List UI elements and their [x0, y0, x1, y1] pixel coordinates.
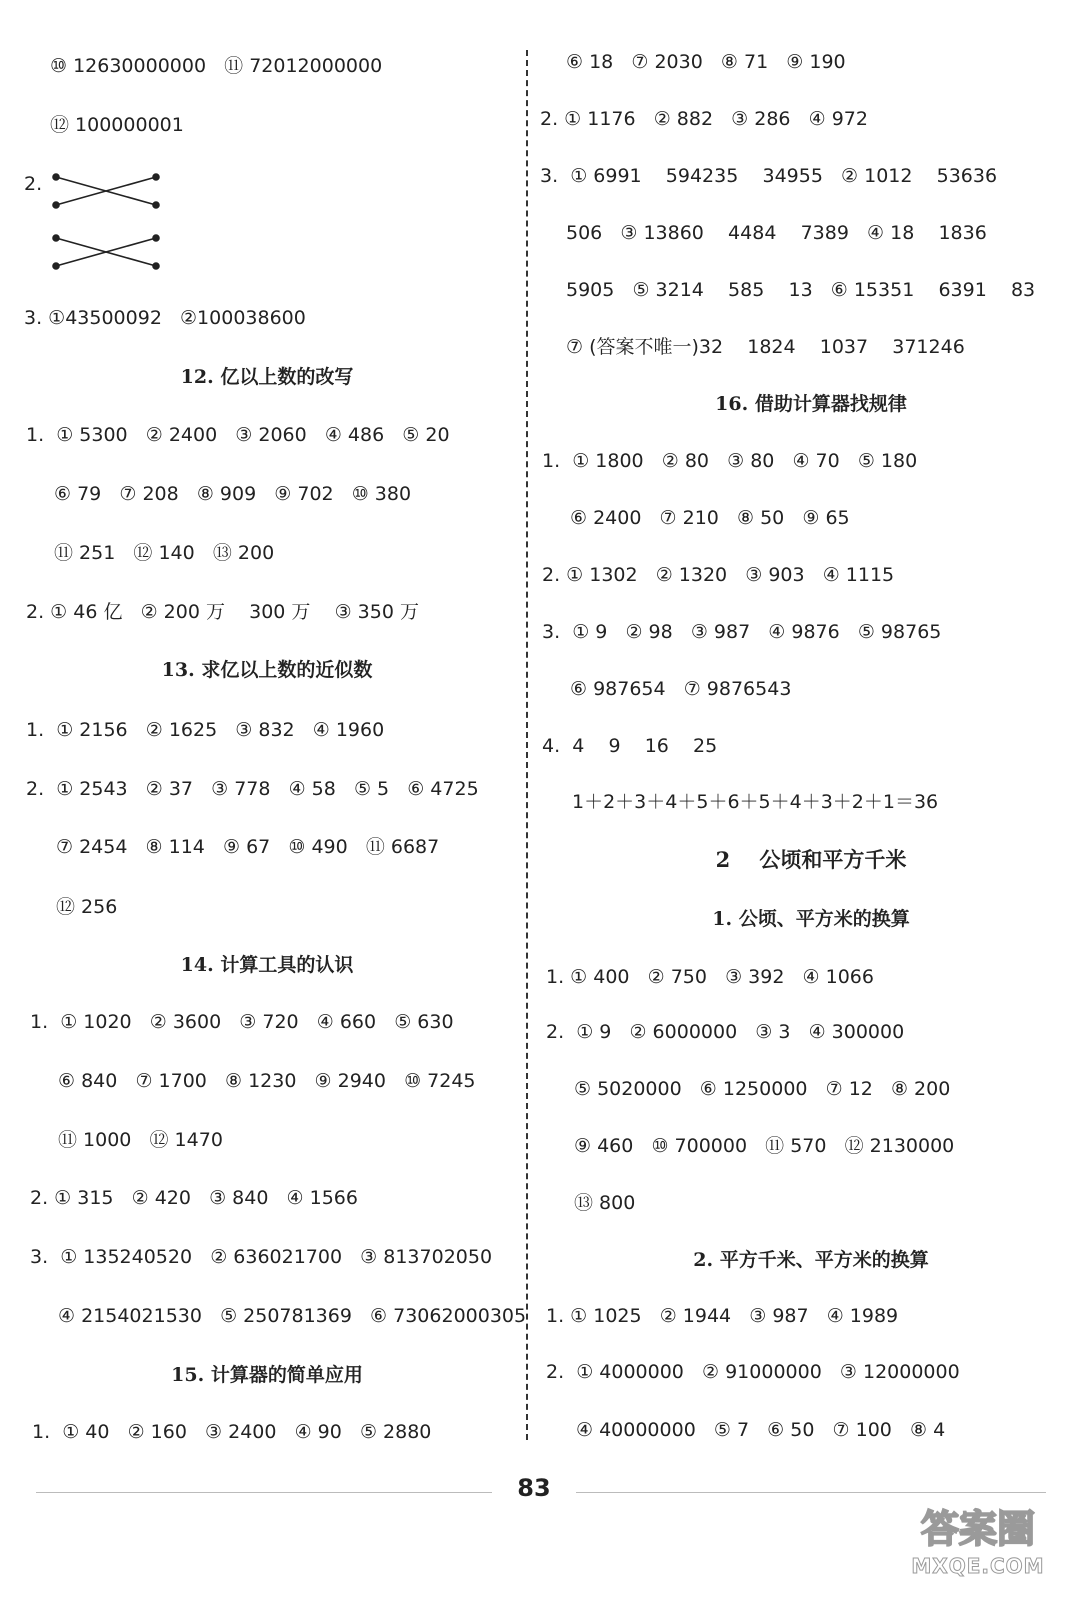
section-heading-b2: 2. 平方千米、平方米的换算 [693, 1249, 929, 1271]
section-heading-14: 14. 计算工具的认识 [180, 954, 354, 976]
answer-line: 1. ① 1020 ② 3600 ③ 720 ④ 660 ⑤ 630 [30, 1011, 454, 1033]
matching-lines-diagram [44, 170, 174, 280]
answer-line: 2. ① 315 ② 420 ③ 840 ④ 1566 [30, 1187, 358, 1209]
answer-line: 1. ① 2156 ② 1625 ③ 832 ④ 1960 [26, 719, 385, 741]
watermark-url: MXQE.COM [911, 1554, 1045, 1578]
answer-line: 2. ① 1302 ② 1320 ③ 903 ④ 1115 [542, 564, 895, 586]
answer-line: 1. ① 1800 ② 80 ③ 80 ④ 70 ⑤ 180 [542, 450, 918, 472]
section-heading-b1: 1. 公顷、平方米的换算 [712, 908, 910, 930]
answer-line: ⑬ 800 [574, 1192, 636, 1214]
answer-line: 3. ① 9 ② 98 ③ 987 ④ 9876 ⑤ 98765 [542, 621, 942, 643]
answer-line: ⑤ 5020000 ⑥ 1250000 ⑦ 12 ⑧ 200 [574, 1078, 951, 1100]
answer-line: ④ 40000000 ⑤ 7 ⑥ 50 ⑦ 100 ⑧ 4 [576, 1419, 946, 1441]
answer-line: 4. 4 9 16 25 [542, 735, 718, 757]
section-heading-12: 12. 亿以上数的改写 [180, 366, 354, 388]
unit-heading: 2 公顷和平方千米 [715, 847, 907, 872]
answer-line: 506 ③ 13860 4484 7389 ④ 18 1836 [566, 222, 987, 244]
answer-line: ⑩ 12630000000 ⑪ 72012000000 [50, 55, 383, 77]
answer-line: 2. ① 4000000 ② 91000000 ③ 12000000 [546, 1361, 960, 1383]
answer-line: 5905 ⑤ 3214 585 13 ⑥ 15351 6391 83 [566, 279, 1036, 301]
answer-label: 2. [24, 173, 43, 195]
answer-line: 1. ① 40 ② 160 ③ 2400 ④ 90 ⑤ 2880 [32, 1421, 432, 1443]
watermark-text: 答案圈 [920, 1507, 1035, 1551]
answer-line: 2. ① 46 亿 ② 200 万 300 万 ③ 350 万 [26, 601, 419, 623]
answer-line: ⑨ 460 ⑩ 700000 ⑪ 570 ⑫ 2130000 [574, 1135, 955, 1157]
answer-line: 3. ①43500092 ②100038600 [24, 307, 306, 329]
answer-line: ⑦ 2454 ⑧ 114 ⑨ 67 ⑩ 490 ⑪ 6687 [56, 836, 440, 858]
watermark-logo [893, 1506, 1063, 1586]
answer-line: ⑦ (答案不唯一)32 1824 1037 371246 [566, 336, 965, 358]
answer-line: 1. ① 400 ② 750 ③ 392 ④ 1066 [546, 966, 874, 988]
answer-line: 1. ① 5300 ② 2400 ③ 2060 ④ 486 ⑤ 20 [26, 424, 450, 446]
answer-line: ④ 2154021530 ⑤ 250781369 ⑥ 73062000305 [58, 1305, 527, 1327]
answer-line: ⑥ 840 ⑦ 1700 ⑧ 1230 ⑨ 2940 ⑩ 7245 [58, 1070, 476, 1092]
answer-line: 1. ① 1025 ② 1944 ③ 987 ④ 1989 [546, 1305, 899, 1327]
section-heading-13: 13. 求亿以上数的近似数 [161, 659, 373, 681]
answer-line: 2. ① 1176 ② 882 ③ 286 ④ 972 [540, 108, 868, 130]
answer-line: ⑥ 2400 ⑦ 210 ⑧ 50 ⑨ 65 [570, 507, 850, 529]
answer-line: ⑪ 1000 ⑫ 1470 [58, 1129, 223, 1151]
answer-line: ⑫ 256 [56, 896, 118, 918]
answer-line: ⑥ 987654 ⑦ 9876543 [570, 678, 792, 700]
answer-line: 2. ① 9 ② 6000000 ③ 3 ④ 300000 [546, 1021, 905, 1043]
answer-line: 3. ① 135240520 ② 636021700 ③ 813702050 [30, 1246, 493, 1268]
page-number: 83 [492, 1470, 576, 1506]
section-heading-15: 15. 计算器的简单应用 [171, 1364, 363, 1386]
answer-line: 1＋2＋3＋4＋5＋6＋5＋4＋3＋2＋1＝36 [572, 791, 939, 813]
answer-line: ⑥ 18 ⑦ 2030 ⑧ 71 ⑨ 190 [566, 51, 846, 73]
answer-line: ⑥ 79 ⑦ 208 ⑧ 909 ⑨ 702 ⑩ 380 [54, 483, 412, 505]
answer-line: 3. ① 6991 594235 34955 ② 1012 53636 [540, 165, 998, 187]
answer-line: ⑫ 100000001 [50, 114, 184, 136]
section-heading-16: 16. 借助计算器找规律 [715, 393, 907, 415]
column-divider [526, 50, 528, 1440]
answer-line: 2. ① 2543 ② 37 ③ 778 ④ 58 ⑤ 5 ⑥ 4725 [26, 778, 479, 800]
answer-line: ⑪ 251 ⑫ 140 ⑬ 200 [54, 542, 275, 564]
